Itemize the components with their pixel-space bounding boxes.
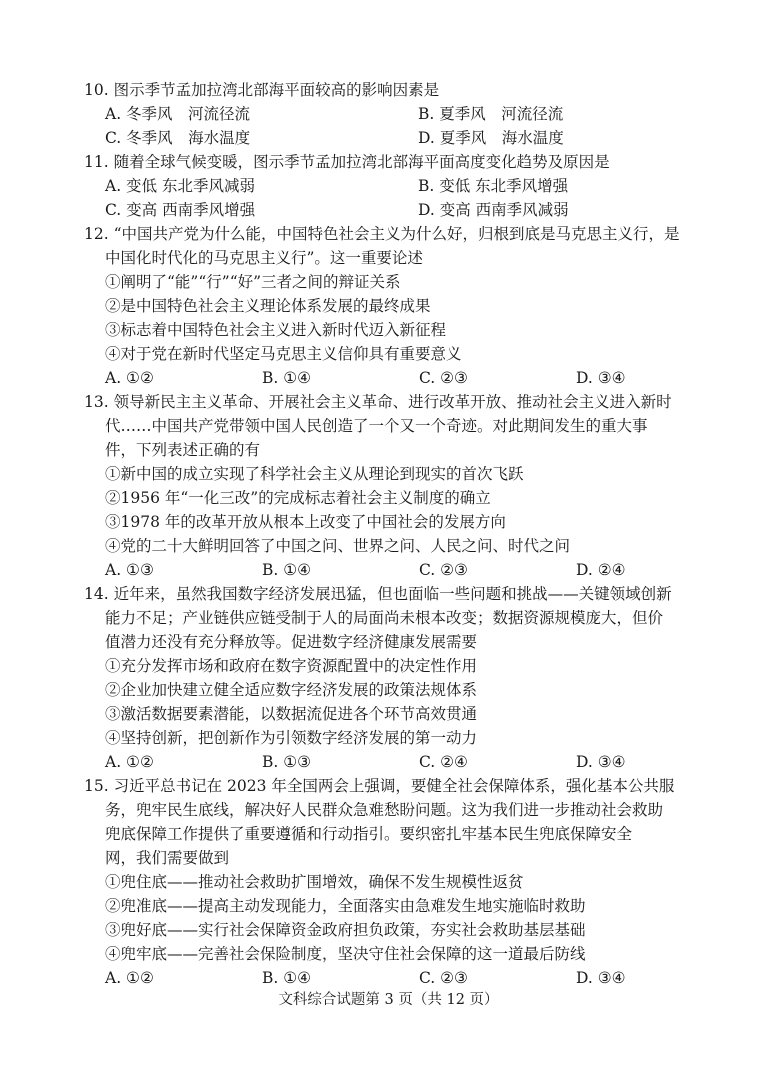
question-10-stem: 10. 图示季节孟加拉湾北部海平面较高的影响因素是 xyxy=(84,81,440,99)
question-11 xyxy=(84,150,717,222)
option-a: A. ①② xyxy=(105,969,154,987)
question-14-options xyxy=(84,750,717,774)
question-11-stem: 11. 随着全球气候变暖，图示季节孟加拉湾北部海平面高度变化趋势及原因是 xyxy=(84,153,610,171)
question-15-stem-cont-2: 兜底保障工作提供了重要遵循和行动指引。要织密扎牢基本民生兜底保障安全 xyxy=(105,825,633,843)
option-b: B. ①④ xyxy=(262,969,312,987)
question-15-stem-cont-1: 务，兜牢民生底线，解决好人民群众急难愁盼问题。这为我们进一步推动社会救助 xyxy=(105,801,664,819)
option-c: C. ②③ xyxy=(419,969,468,987)
question-15-options xyxy=(84,966,717,990)
question-15-item-1: ①兜住底——推动社会救助扩围增效，确保不发生规模性返贫 xyxy=(105,873,524,891)
option-a: A. 变低 东北季风减弱 xyxy=(105,177,255,195)
question-14-item-2: ②企业加快建立健全适应数字经济发展的政策法规体系 xyxy=(105,681,478,699)
option-a: A. ①② xyxy=(105,753,154,771)
question-10-options-row-1 xyxy=(84,102,717,126)
question-13-item-3: ③1978 年的改革开放从根本上改变了中国社会的发展方向 xyxy=(105,513,506,531)
question-13-item-1: ①新中国的成立实现了科学社会主义从理论到现实的首次飞跃 xyxy=(105,465,524,483)
option-d: D. ③④ xyxy=(576,969,626,987)
question-15 xyxy=(84,774,717,990)
question-15-item-3: ③兜好底——实行社会保障资金政府担负政策，夯实社会救助基层基础 xyxy=(105,921,586,939)
option-a: A. 冬季风 河流径流 xyxy=(105,105,251,123)
option-c: C. ②④ xyxy=(419,753,468,771)
question-13-stem-cont-1: 代……中国共产党带领中国人民创造了一个又一个奇迹。对此期间发生的重大事 xyxy=(105,417,648,435)
option-a: A. ①③ xyxy=(105,561,154,579)
question-12-item-3: ③标志着中国特色社会主义进入新时代迈入新征程 xyxy=(105,321,447,339)
question-15-stem: 15. 习近平总书记在 2023 年全国两会上强调，要健全社会保障体系，强化基本公共服 xyxy=(84,777,675,795)
question-14-stem-cont-1: 能力不足；产业链供应链受制于人的局面尚未根本改变；数据资源规模庞大，但价 xyxy=(105,609,664,627)
question-13-stem-cont-2: 件，下列表述正确的有 xyxy=(105,441,261,459)
question-12-stem: 12. “中国共产党为什么能，中国特色社会主义为什么好，归根到底是马克思主义行，是 xyxy=(84,225,680,243)
question-11-options-row-1 xyxy=(84,174,717,198)
question-12-options xyxy=(84,366,717,390)
option-d: D. 变高 西南季风减弱 xyxy=(418,201,569,219)
question-15-stem-cont-3: 网，我们需要做到 xyxy=(105,849,230,867)
question-12-item-4: ④对于党在新时代坚定马克思主义信仰具有重要意义 xyxy=(105,345,462,363)
question-12-item-1: ①阐明了“能”“行”“好”三者之间的辩证关系 xyxy=(105,273,401,291)
option-c: C. ②③ xyxy=(419,369,468,387)
option-b: B. 夏季风 河流径流 xyxy=(418,105,564,123)
question-13 xyxy=(84,390,717,582)
question-12-stem-cont: 中国化时代化的马克思主义行”。这一重要论述 xyxy=(105,249,423,267)
question-10-options-row-2 xyxy=(84,126,717,150)
question-12 xyxy=(84,222,717,390)
option-a: A. ①② xyxy=(105,369,154,387)
question-15-item-2: ②兜准底——提高主动发现能力，全面落实由急难发生地实施临时救助 xyxy=(105,897,586,915)
page-footer: 文科综合试题第 3 页（共 12 页） xyxy=(278,992,499,1008)
question-13-stem: 13. 领导新民主主义革命、开展社会主义革命、进行改革开放、推动社会主义进入新时 xyxy=(84,393,672,411)
option-d: D. ②④ xyxy=(576,561,626,579)
question-13-options xyxy=(84,558,717,582)
question-15-item-4: ④兜牢底——完善社会保险制度，坚决守住社会保障的这一道最后防线 xyxy=(105,945,586,963)
question-13-item-4: ④党的二十大鲜明回答了中国之问、世界之问、人民之问、时代之问 xyxy=(105,537,571,555)
option-b: B. ①④ xyxy=(262,369,312,387)
option-b: B. ①③ xyxy=(262,753,312,771)
question-13-item-2: ②1956 年“一化三改”的完成标志着社会主义制度的确立 xyxy=(105,489,491,507)
question-14-stem-cont-2: 值潜力还没有充分释放等。促进数字经济健康发展需要 xyxy=(105,633,478,651)
option-c: C. ②③ xyxy=(419,561,468,579)
question-14-item-1: ①充分发挥市场和政府在数字资源配置中的决定性作用 xyxy=(105,657,478,675)
question-10 xyxy=(84,78,717,150)
question-12-item-2: ②是中国特色社会主义理论体系发展的最终成果 xyxy=(105,297,431,315)
option-c: C. 冬季风 海水温度 xyxy=(105,129,251,147)
option-b: B. 变低 东北季风增强 xyxy=(418,177,569,195)
question-14 xyxy=(84,582,717,774)
question-14-stem: 14. 近年来，虽然我国数字经济发展迅猛，但也面临一些问题和挑战——关键领域创新 xyxy=(84,585,672,603)
question-11-options-row-2 xyxy=(84,198,717,222)
option-d: D. 夏季风 海水温度 xyxy=(418,129,564,147)
option-b: B. ①④ xyxy=(262,561,312,579)
option-c: C. 变高 西南季风增强 xyxy=(105,201,256,219)
option-d: D. ③④ xyxy=(576,369,626,387)
question-14-item-4: ④坚持创新，把创新作为引领数字经济发展的第一动力 xyxy=(105,729,478,747)
option-d: D. ③④ xyxy=(576,753,626,771)
question-14-item-3: ③激活数据要素潜能，以数据流促进各个环节高效贯通 xyxy=(105,705,478,723)
